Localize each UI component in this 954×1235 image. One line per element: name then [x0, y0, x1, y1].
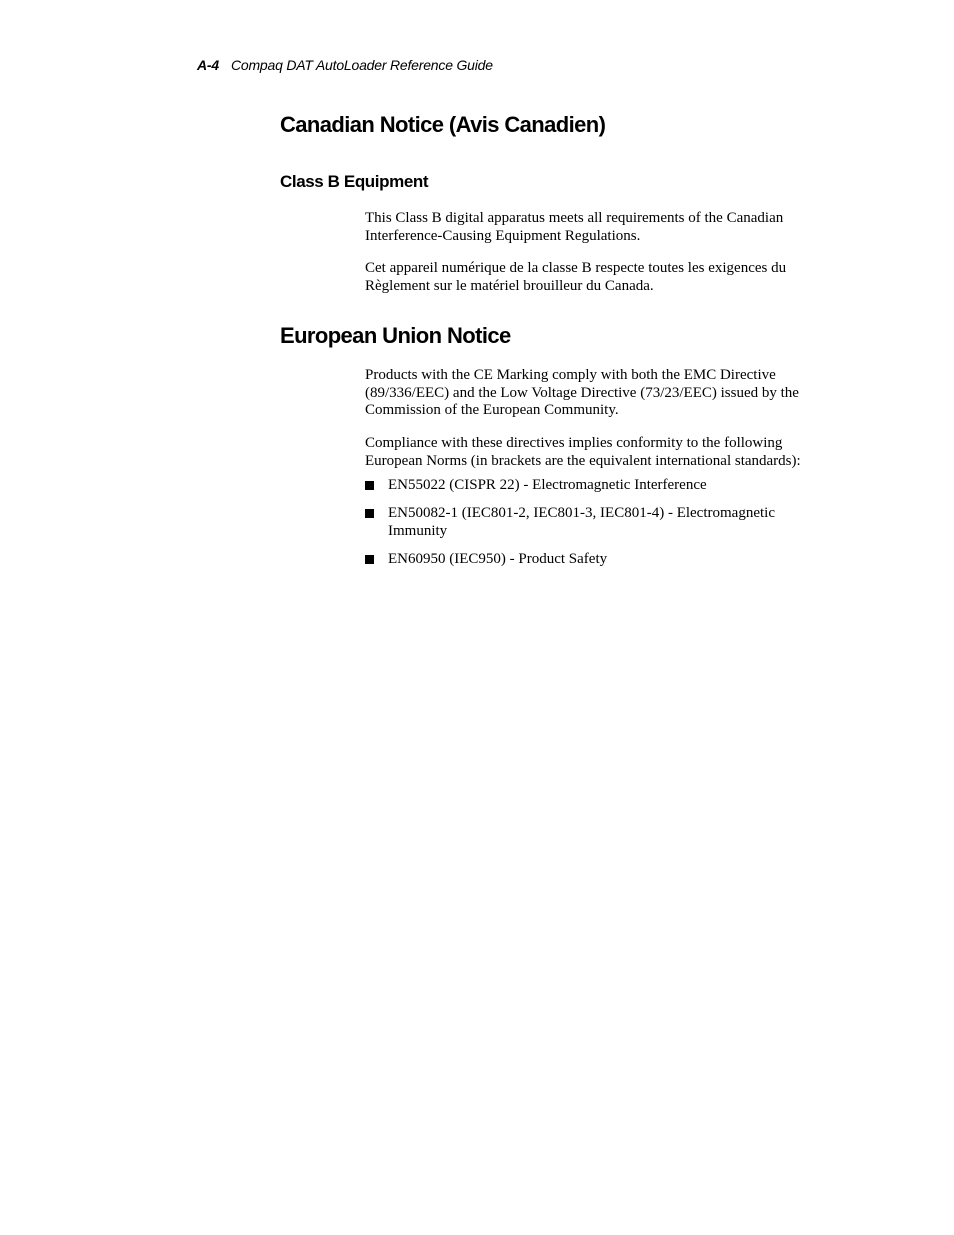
- square-bullet-icon: [365, 481, 374, 490]
- class-b-equipment-heading: Class B Equipment: [280, 172, 429, 191]
- canadian-notice-heading: Canadian Notice (Avis Canadien): [280, 112, 606, 137]
- canadian-paragraph-english: This Class B digital apparatus meets all requirements of the Canadian Interference-Causing Equipment Regulations.: [365, 210, 784, 244]
- list-item: [365, 477, 835, 495]
- canadian-paragraph-french: Cet appareil numérique de la classe B respecte toutes les exigences du Règlement sur le matériel brouilleur du Canada.: [365, 260, 787, 294]
- list-item-text: EN60950 (IEC950) - Product Safety: [388, 551, 608, 567]
- running-header: [197, 57, 493, 73]
- eu-paragraph-ce-marking: Products with the CE Marking comply with both the EMC Directive (89/336/EEC) and the Low Voltage Directive (73/23/EEC) issued by the Commission of the European Community.: [365, 367, 799, 418]
- square-bullet-icon: [365, 509, 374, 518]
- page-number: A-4: [197, 57, 219, 73]
- list-item-text: EN50082-1 (IEC801-2, IEC801-3, IEC801-4) - Electromagnetic Immunity: [388, 505, 775, 539]
- list-item: [365, 551, 835, 569]
- european-union-notice-heading: European Union Notice: [280, 323, 511, 348]
- list-item: [365, 505, 835, 540]
- list-item-text: EN55022 (CISPR 22) - Electromagnetic Interference: [388, 477, 707, 493]
- eu-paragraph-compliance: Compliance with these directives implies conformity to the following European Norms (in brackets are the equivalent international standards):: [365, 435, 801, 469]
- square-bullet-icon: [365, 555, 374, 564]
- document-title: Compaq DAT AutoLoader Reference Guide: [230, 57, 493, 73]
